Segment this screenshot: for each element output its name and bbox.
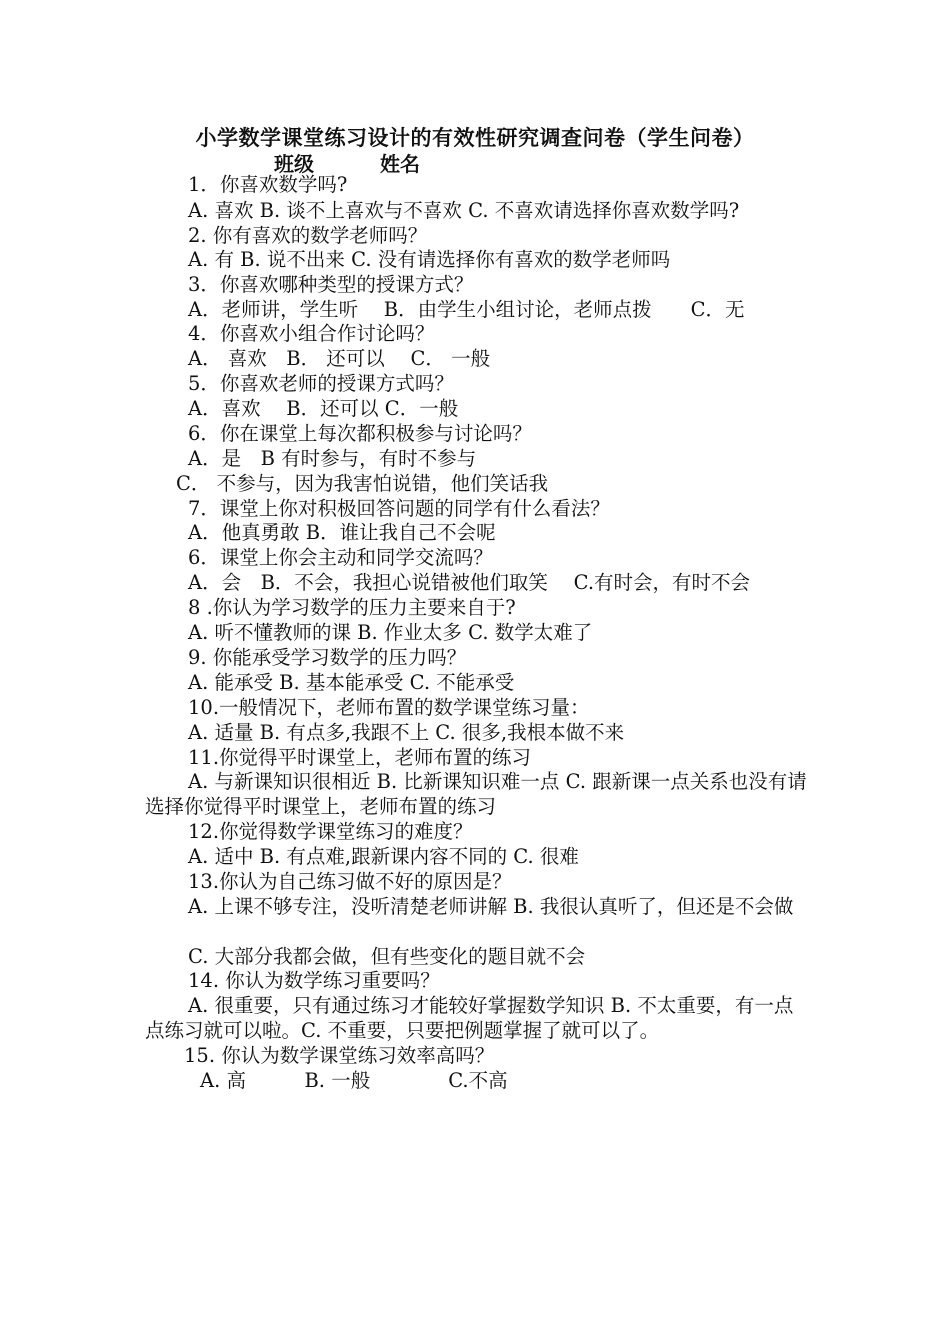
question-15: 15. 你认为数学课堂练习效率高吗？ bbox=[184, 1044, 495, 1067]
question-6a: 6．你在课堂上每次都积极参与讨论吗？ bbox=[188, 422, 532, 445]
options-6a: A．是 B 有时参与，有时不参与 bbox=[188, 447, 477, 470]
question-12: 12.你觉得数学课堂练习的难度？ bbox=[188, 820, 473, 843]
page-title: 小学数学课堂练习设计的有效性研究调查问卷（学生问卷） bbox=[195, 125, 755, 150]
options-9: A. 能承受 B. 基本能承受 C. 不能承受 bbox=[188, 671, 515, 694]
question-9: 9. 你能承受学习数学的压力吗？ bbox=[188, 646, 467, 669]
question-14: 14. 你认为数学练习重要吗？ bbox=[188, 969, 440, 992]
options-14: A. 很重要，只有通过练习才能较好掌握数学知识 B. 不太重要，有一点点练习就可以啦。C. 不重要，只要把例题掌握了就可以了。 bbox=[145, 994, 794, 1042]
options-6b: A．会 B．不会，我担心说错被他们取笑 C.有时会，有时不会 bbox=[188, 571, 751, 594]
question-2: 2. 你有喜欢的数学老师吗？ bbox=[188, 224, 428, 247]
options-1: A. 喜欢 B. 谈不上喜欢与不喜欢 C. 不喜欢请选择你喜欢数学吗? bbox=[188, 199, 740, 222]
question-6b: 6．课堂上你会主动和同学交流吗？ bbox=[188, 546, 493, 569]
question-11: 11.你觉得平时课堂上，老师布置的练习 bbox=[188, 746, 532, 769]
options-15: A. 高 B. 一般 C.不高 bbox=[200, 1069, 508, 1092]
question-5: 5．你喜欢老师的授课方式吗？ bbox=[188, 372, 454, 395]
question-10: 10.一般情况下，老师布置的数学课堂练习量： bbox=[188, 696, 590, 719]
question-3: 3．你喜欢哪种类型的授课方式？ bbox=[188, 273, 474, 296]
options-11: A. 与新课知识很相近 B. 比新课知识难一点 C. 跟新课一点关系也没有请选择你觉得平时课堂上，老师布置的练习 bbox=[145, 770, 807, 818]
options-13-c: C. 大部分我都会做，但有些变化的题目就不会 bbox=[188, 945, 586, 968]
question-7: 7．课堂上你对积极回答问题的同学有什么看法？ bbox=[188, 497, 610, 520]
question-4: 4．你喜欢小组合作讨论吗？ bbox=[188, 322, 435, 345]
options-12: A. 适中 B. 有点难,跟新课内容不同的 C. 很难 bbox=[188, 845, 579, 868]
options-5: A．喜欢 B．还可以 C．一般 bbox=[188, 397, 459, 420]
class-label: 班级 bbox=[274, 152, 314, 176]
question-1: 1．你喜欢数学吗? bbox=[188, 173, 348, 196]
options-6a-c: C． 不参与，因为我害怕说错，他们笑话我 bbox=[176, 472, 549, 495]
question-8: 8 .你认为学习数学的压力主要来自于? bbox=[188, 596, 516, 619]
options-3: A．老师讲，学生听 B．由学生小组讨论，老师点拨 C．无 bbox=[188, 298, 745, 321]
options-4: A． 喜欢 B． 还可以 C． 一般 bbox=[188, 347, 491, 370]
options-7: A．他真勇敢 B．谁让我自己不会呢 bbox=[188, 521, 496, 544]
options-2: A. 有 B. 说不出来 C. 没有请选择你有喜欢的数学老师吗 bbox=[188, 248, 671, 271]
options-13-ab: A. 上课不够专注，没听清楚老师讲解 B. 我很认真听了，但还是不会做 bbox=[188, 895, 794, 918]
question-13: 13.你认为自己练习做不好的原因是？ bbox=[188, 870, 512, 893]
options-8: A. 听不懂教师的课 B. 作业太多 C. 数学太难了 bbox=[188, 621, 593, 644]
options-10: A. 适量 B. 有点多,我跟不上 C. 很多,我根本做不来 bbox=[188, 721, 625, 744]
name-label: 姓名 bbox=[380, 152, 420, 176]
